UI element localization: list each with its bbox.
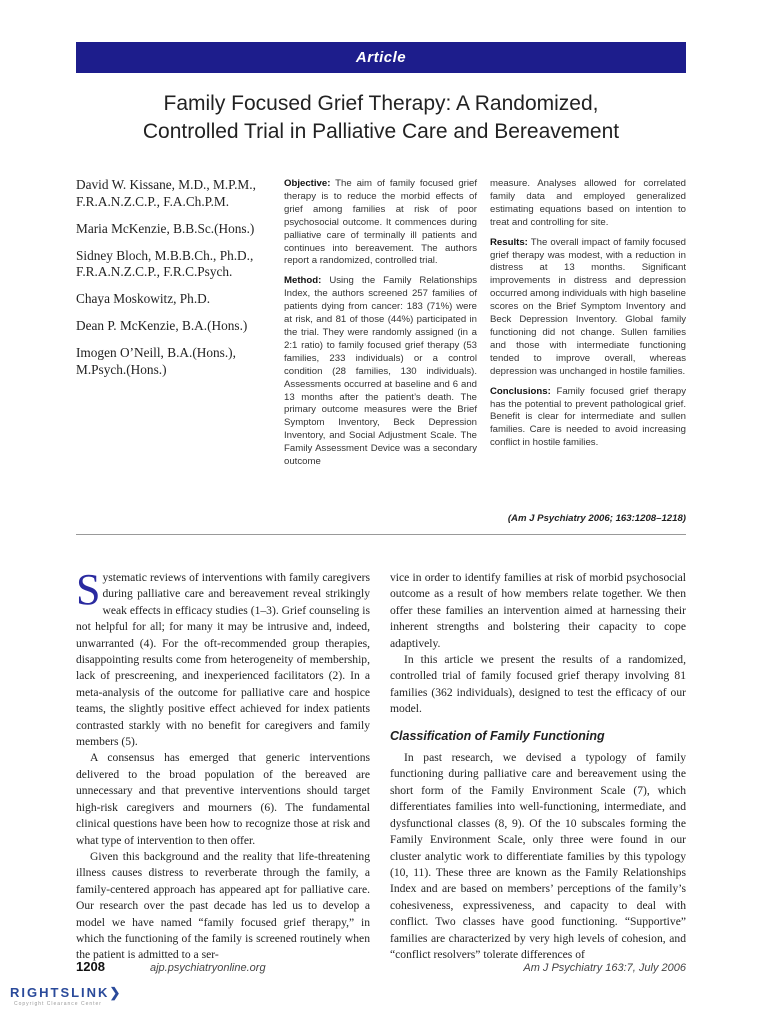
author-6: Imogen O’Neill, B.A.(Hons.), M.Psych.(Hons.) [76,345,236,377]
body-paragraph-1: Systematic reviews of interventions with family caregivers during palliative care and bereavement reveal strikingly weak effects in efficacy studies (1–3). Grief counseling is not helpful for all; for many it may be intrusive and, indeed, unwarranted (4). For the oft-recommended group therapies, disappointing results come from heterogeneity of membership, lack of prescreening, and inexperienced facilitators (2). In a meta-analysis of the outcome for palliative care and hospice teams, the slightly positive effect achieved for index patients contrasted starkly with no benefit for caregivers and family members (5). [76,565,370,749]
citation: (Am J Psychiatry 2006; 163:1208–1218) [507,513,686,524]
body-paragraph-3: Given this background and the reality that life-threatening illness causes distress to reverberate through the family, a family-centered approach has appeared apt for palliative care. Our research over the past decade has led us to develop a model we have named “family focused grief therapy,” in which the functioning of the family is screened routinely when the patient is admitted to a ser- [76,849,370,962]
article-title [76,90,686,146]
author-3: Sidney Bloch, M.B.B.Ch., Ph.D., F.R.A.N.Z.C.P., F.R.C.Psych. [76,247,254,279]
body-column-2 [390,570,686,963]
abstract-objective: Objective: The aim of family focused grief therapy is to reduce the morbid effects of grief among families at risk of poor psychosocial outcome. It commences during palliative care of terminally ill patients and continues into bereavement. The authors report a randomized, controlled trial. [284,178,477,267]
section-heading: Classification of Family Functioning [390,728,605,743]
divider [76,534,686,535]
abstract-column-1 [284,178,477,476]
body-column-1 [76,565,370,964]
author-2: Maria McKenzie, B.B.Sc.(Hons.) [76,220,255,236]
body-paragraph-2: A consensus has emerged that generic interventions delivered to the broad population of the bereaved are unnecessary and that preventive interventions should target high-risk caregivers and mourners (6). The fundamental clinical questions have been how to recognize those at risk and what type of intervention to then offer. [76,751,370,847]
logo-arrow-icon: ❯ [109,985,123,1000]
journal-reference: Am J Psychiatry 163:7, July 2006 [523,962,686,974]
page-number: 1208 [76,959,105,974]
abstract-conclusions: Conclusions: Family focused grief therapy has the potential to prevent pathological grief. Benefit is clear for intermediate and sullen families. Care is needed to avoid increasing conflict in hostile families. [490,385,686,449]
logo-tagline: Copyright Clearance Center [14,1001,102,1007]
logo-text: RIGHTSLINK [10,985,110,1000]
journal-website: ajp.psychiatryonline.org [150,962,266,974]
body-paragraph-6: In past research, we devised a typology of family functioning during palliative care and bereavement using the short form of the Family Environment Scale (7), which differentiates families into well-functioning, intermediate, and dysfunctional classes (8, 9). Of the 10 subscales forming the Family Environment Scale, only three were found in our cluster analytic work to differentiate families by this typology (10, 11). These three are known as the Family Relationships Index and are based on members’ perceptions of the family’s cohesiveness, expressiveness, and capacity to deal with conflict. Two classes have good functioning. “Supportive” families are characterized by very high levels of cohesion, and “conflict resolvers” tolerate differences of [390,751,686,961]
abstract-method-cont: measure. Analyses allowed for correlated family data and employed generalized estimating equations based on intention to treat and controlling for site. [490,178,686,228]
article-type-banner: Article [76,42,686,73]
drop-cap: S [76,565,101,614]
body-paragraph-5: In this article we present the results of a randomized, controlled trial of family focused grief therapy involving 81 families (362 individuals), designed to test the efficacy of our model. [390,653,686,716]
abstract-results: Results: The overall impact of family focused grief therapy was modest, with a reduction in distress at 13 months. Significant improvements in distress and depression occurred among individuals with high baseline scores on the Brief Symptom Inventory and Beck Depression Inventory. Global family functioning did not change. Sullen families and those with intermediate functioning tended to improve overall, whereas depression was unchanged in hostile families. [490,236,686,377]
abstract-column-2 [490,178,686,457]
author-list [76,177,276,389]
title-line-1: Family Focused Grief Therapy: A Randomized, [163,92,599,115]
title-line-2: Controlled Trial in Palliative Care and Bereavement [142,120,620,143]
body-paragraph-4: vice in order to identify families at risk of morbid psychosocial outcome as a result of how members relate together. We then offer these families an intervention aimed at harnessing their inherent strengths and bolstering their capacity to cope adaptively. [390,571,686,650]
author-4: Chaya Moskowitz, Ph.D. [76,291,211,306]
rightslink-logo [10,985,122,1001]
author-1: David W. Kissane, M.D., M.P.M., F.R.A.N.Z.C.P., F.A.Ch.P.M. [76,177,256,209]
abstract-method: Method: Using the Family Relationships Index, the authors screened 257 families of patients dying from cancer: 183 (71%) were at risk, and 81 of those (44%) participated in the trial. They were randomly assigned (in a 2:1 ratio) to family focused grief therapy (53 families, 233 individuals) or a control condition (28 families, 130 individuals). Assessments occurred at baseline and 6 and 13 months after the patient’s death. The primary outcome measures were the Brief Symptom Inventory, Beck Depression Inventory, and Social Adjustment Scale. The Family Assessment Device was a secondary outcome [284,275,477,468]
author-5: Dean P. McKenzie, B.A.(Hons.) [76,318,248,333]
